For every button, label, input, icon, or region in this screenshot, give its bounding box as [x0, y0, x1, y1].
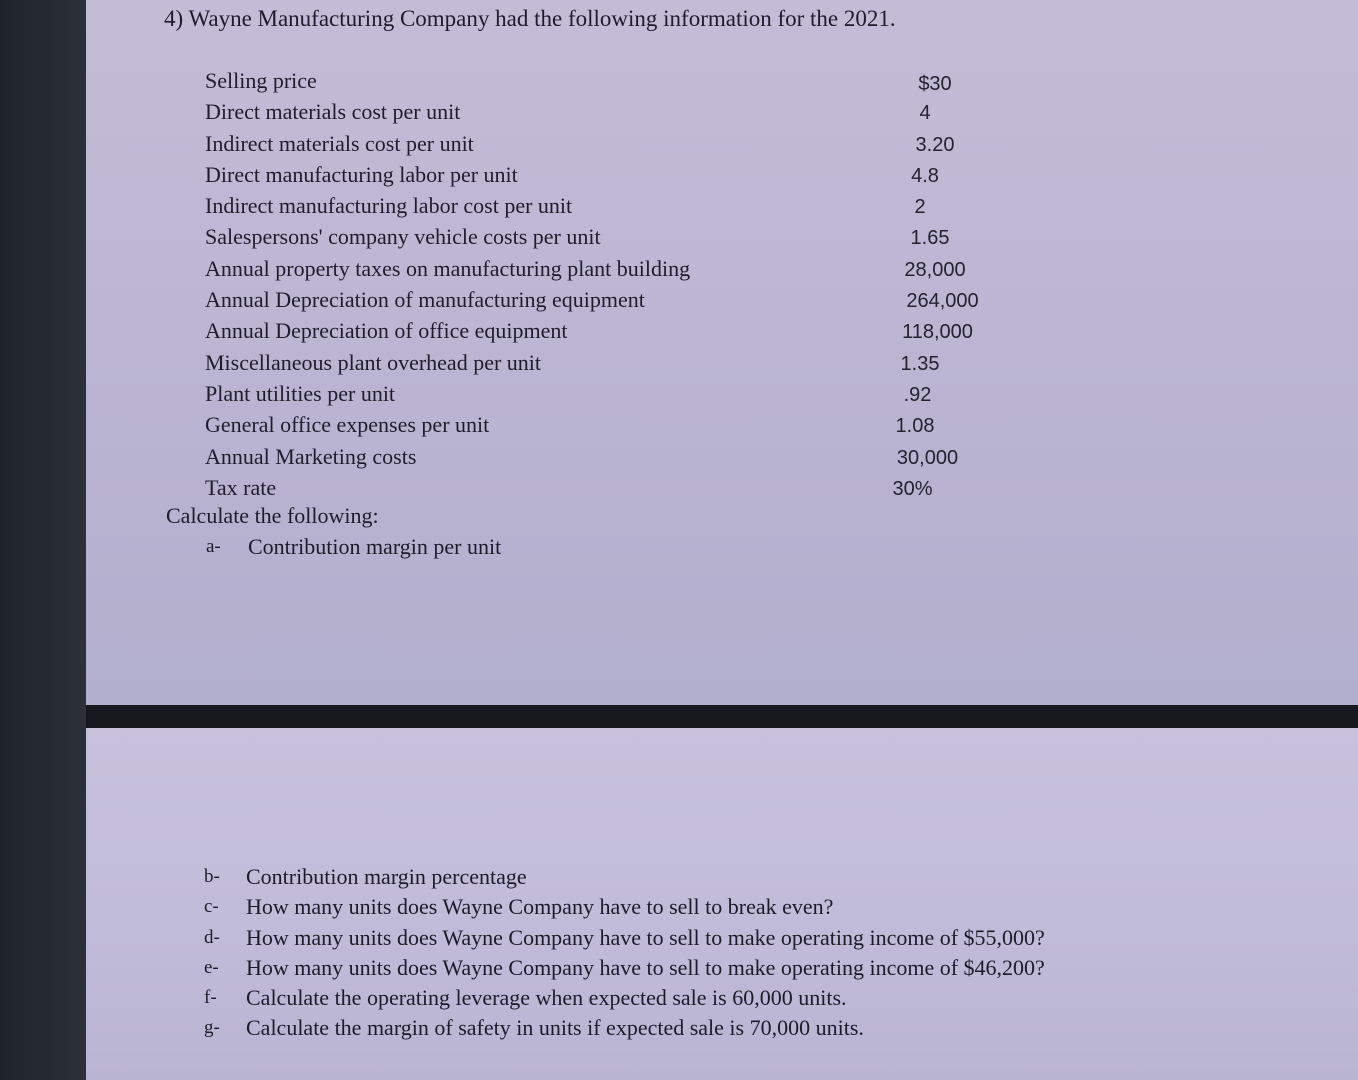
cost-value: 264,000 [906, 290, 979, 313]
cost-value: 118,000 [902, 321, 973, 344]
question-text: Calculate the operating leverage when expected sale is 60,000 units. [246, 985, 847, 1011]
question-letter: f- [204, 987, 217, 1009]
cost-row [205, 224, 1005, 255]
question-letter: e- [204, 956, 219, 978]
cost-value: 4 [919, 102, 931, 125]
cost-label: Indirect manufacturing labor cost per unit [205, 193, 573, 219]
cost-label: Annual Depreciation of manufacturing equipment [205, 287, 645, 313]
question-letter: b- [204, 866, 220, 887]
cost-row [205, 162, 1005, 193]
cost-value: 4.8 [911, 164, 939, 187]
cost-value: 28,000 [904, 258, 966, 281]
cost-row [205, 256, 1005, 287]
question-text: Contribution margin per unit [248, 534, 502, 559]
cost-value: 2 [914, 196, 926, 219]
cost-label: Indirect materials cost per unit [205, 130, 474, 156]
question-text: Contribution margin percentage [246, 864, 527, 889]
question-letter: c- [204, 896, 219, 918]
background-edge [0, 0, 86, 1080]
cost-value: 30,000 [896, 446, 959, 469]
cost-label: Direct materials cost per unit [205, 99, 461, 125]
cost-label: Annual property taxes on manufacturing plant building [205, 255, 691, 281]
question-letter: g- [204, 1017, 220, 1039]
cost-row [205, 475, 1005, 506]
question-text: How many units does Wayne Company have to sell to break even? [246, 894, 834, 920]
cost-value: 3.20 [915, 133, 955, 156]
cost-value: $30 [918, 73, 952, 95]
cost-row [205, 68, 1005, 99]
sheet-divider [86, 705, 1358, 728]
cost-row [205, 318, 1005, 349]
question-text: How many units does Wayne Company have to sell to make operating income of $46,200? [246, 954, 1045, 980]
calculate-heading: Calculate the following: [166, 503, 379, 528]
cost-data-list [205, 68, 1005, 506]
cost-label: Salespersons' company vehicle costs per unit [205, 224, 601, 250]
cost-label: Selling price [205, 68, 317, 93]
cost-value: 1.35 [900, 352, 940, 375]
cost-row [205, 381, 1005, 412]
cost-value: 30% [892, 477, 933, 500]
cost-row [205, 412, 1005, 443]
cost-label: Plant utilities per unit [205, 380, 396, 406]
question-letter: a- [206, 536, 221, 557]
cost-row [205, 444, 1005, 475]
cost-row [205, 193, 1005, 224]
cost-value: 1.65 [910, 227, 950, 250]
cost-label: Tax rate [205, 474, 277, 500]
cost-value: 1.08 [895, 415, 935, 438]
cost-row [205, 350, 1005, 381]
cost-row [205, 99, 1005, 130]
problem-heading: 4) Wayne Manufacturing Company had the following information for the 2021. [164, 6, 896, 31]
question-text: How many units does Wayne Company have to sell to make operating income of $55,000? [246, 924, 1045, 950]
cost-row [205, 287, 1005, 318]
cost-value: .92 [903, 383, 932, 406]
cost-label: Miscellaneous plant overhead per unit [205, 349, 542, 375]
cost-label: General office expenses per unit [205, 412, 490, 438]
cost-label: Direct manufacturing labor per unit [205, 161, 518, 187]
question-text: Calculate the margin of safety in units if expected sale is 70,000 units. [246, 1015, 864, 1041]
question-letter: d- [204, 926, 220, 948]
cost-label: Annual Marketing costs [205, 443, 417, 469]
cost-label: Annual Depreciation of office equipment [205, 318, 568, 344]
cost-row [205, 131, 1005, 162]
